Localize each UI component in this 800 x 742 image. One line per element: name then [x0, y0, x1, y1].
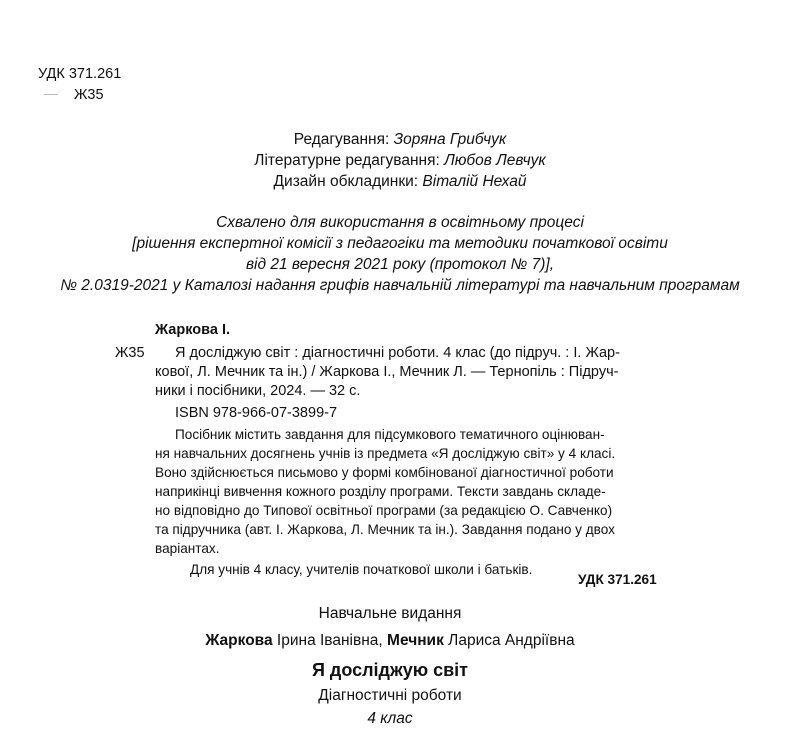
- author-surname: Мечник: [387, 632, 444, 649]
- biblio-line: кової, Л. Мечник та ін.) / Жаркова І., Мечник Л. — Тернопіль : Підруч-: [155, 364, 619, 380]
- divider-dash: [44, 94, 58, 95]
- annotation-line: наприкінці вивчення кожного розділу програми. Тексти завдань складе-: [155, 484, 606, 499]
- udk-top: УДК 371.261: [38, 66, 122, 82]
- credit-literary-editing: [0, 152, 800, 170]
- credit-cover-design: [0, 173, 800, 191]
- author-given: Ірина Іванівна: [272, 632, 379, 649]
- biblio-line: ники і посібники, 2024. — 32 с.: [155, 383, 361, 399]
- credit-role: Редагування:: [293, 131, 390, 148]
- author-heading: Жаркова І.: [155, 322, 230, 338]
- credit-name: Віталій Нехай: [422, 173, 527, 190]
- annotation-line: ня навчальних досягнень учнів із предмета «Я досліджую світ» у 4 класі.: [155, 446, 616, 461]
- approval-line: № 2.0319-2021 у Каталозі надання грифів навчальній літературі та навчальним програмам: [60, 277, 740, 294]
- annotation-line: Воно здійснюється письмово у формі комбінованої діагностичної роботи: [155, 465, 614, 480]
- annotation-line: варіантах.: [155, 541, 220, 556]
- annotation-line: та підручника (авт. І. Жаркова, Л. Мечник та ін.). Завдання подано у двох: [155, 522, 615, 537]
- approval-line: від 21 вересня 2021 року (протокол № 7)],: [245, 256, 555, 273]
- biblio-code: Ж35: [115, 345, 145, 361]
- credit-role: Літературне редагування:: [254, 152, 440, 169]
- annotation-line: но відповідно до Типової освітньої програми (за редакцією О. Савченко): [155, 503, 613, 518]
- annotation-line: Посібник містить завдання для підсумкового тематичного оцінюван-: [175, 427, 605, 442]
- approval-line: Схвалено для використання в освітньому процесі: [216, 214, 584, 231]
- code-top: Ж35: [74, 87, 104, 103]
- book-grade: 4 клас: [367, 710, 413, 727]
- credit-editing: [0, 131, 800, 149]
- book-title: Я досліджую світ: [311, 660, 469, 680]
- udk-bottom: УДК 371.261: [578, 572, 657, 587]
- credit-role: Дизайн обкладинки:: [273, 173, 419, 190]
- author-surname: Жаркова: [205, 632, 273, 649]
- book-subtitle: Діагностичні роботи: [318, 687, 462, 704]
- credit-name: Зоряна Грибчук: [393, 131, 507, 148]
- biblio-line: Я досліджую світ : діагностичні роботи. 4 клас (до підруч. : І. Жар-: [175, 345, 620, 361]
- credit-name: Любов Левчук: [444, 152, 546, 169]
- edition-type: Навчальне видання: [318, 605, 462, 622]
- approval-line: [рішення експертної комісії з педагогіки та методики початкової освіти: [132, 235, 668, 252]
- isbn: ISBN 978-966-07-3899-7: [175, 405, 338, 421]
- author-given: Лариса Андріївна: [443, 632, 575, 649]
- authors-line: Жаркова Ірина Іванівна, Мечник Лариса Андріївна: [205, 632, 575, 649]
- audience-line: Для учнів 4 класу, учителів початкової школи і батьків.: [190, 562, 533, 577]
